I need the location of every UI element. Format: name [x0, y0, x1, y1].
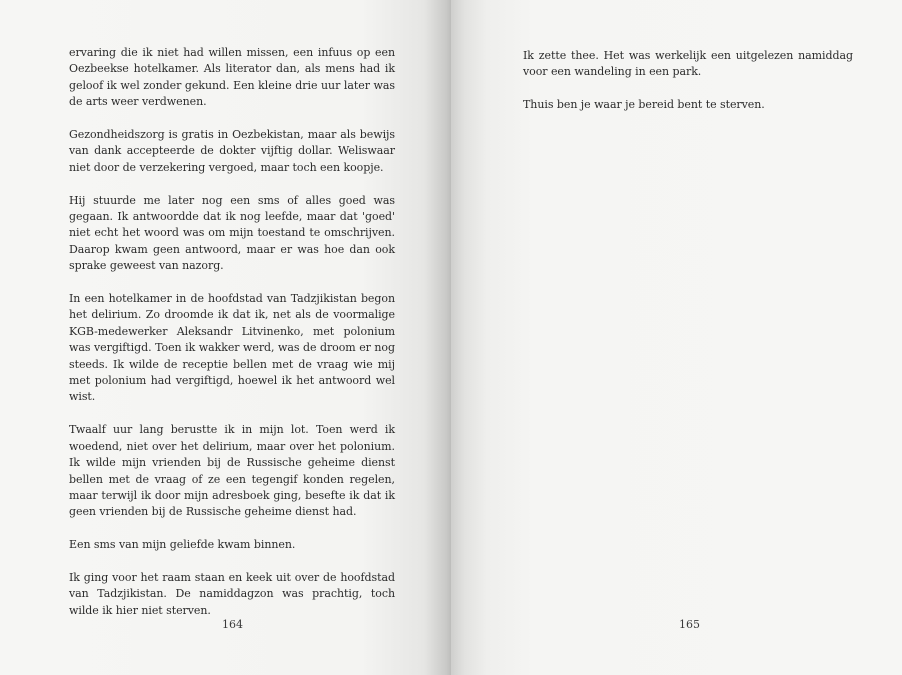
- paragraph: In een hotelkamer in de hoofdstad van Tadzjikistan begon het delirium. Zo droomde ik dat ik, net als de voormalige KGB-medewerker Aleksandr Litvinenko, met polonium was vergiftigd. Toen ik wakker werd, was de droom er nog steeds. Ik wilde de receptie bellen met de vraag wie mij met polonium had vergiftigd, hoewel ik het antwoord wel wist.: [69, 292, 395, 404]
- paragraph: Hij stuurde me later nog een sms of alles goed was gegaan. Ik antwoordde dat ik nog leefde, maar dat 'goed' niet echt het woord was om mijn toestand te omschrijven. Daarop kwam geen antwoord, maar er was hoe dan ook sprake geweest van nazorg.: [69, 193, 395, 273]
- right-page: [451, 0, 902, 675]
- paragraph: Ik ging voor het raam staan en keek uit over de hoofdstad van Tadzjikistan. De namiddagzon was prachtig, toch wilde ik hier niet sterven.: [69, 570, 395, 617]
- paragraph: Gezondheidszorg is gratis in Oezbekistan, maar als bewijs van dank accepteerde de dokter vijftig dollar. Weliswaar niet door de verzekering vergoed, maar toch een koopje.: [69, 128, 395, 174]
- paragraph: Twaalf uur lang berustte ik in mijn lot. Toen werd ik woedend, niet over het delirium, maar over het polonium. Ik wilde mijn vrienden bij de Russische geheime dienst bellen met de vraag of ze een tegengif konden regelen, maar terwijl ik door mijn adresboek ging, besefte ik dat ik geen vrienden bij de Russische geheime dienst had.: [69, 423, 395, 519]
- paragraph: ervaring die ik niet had willen missen, een infuus op een Oezbeekse hotelkamer. Als literator dan, als mens had ik geloof ik wel zonder gekund. Een kleine drie uur later was de arts weer verdwenen.: [69, 46, 395, 109]
- page-number-left: 164: [222, 618, 243, 631]
- left-page-text: [69, 45, 395, 636]
- paragraph: Thuis ben je waar je bereid bent te sterven.: [523, 98, 765, 112]
- right-page-text: [523, 48, 853, 130]
- paragraph: Een sms van mijn geliefde kwam binnen.: [69, 538, 296, 552]
- paragraph: Ik zette thee. Het was werkelijk een uitgelezen namiddag voor een wandeling in een park.: [523, 49, 853, 79]
- page-number-right: 165: [679, 618, 700, 631]
